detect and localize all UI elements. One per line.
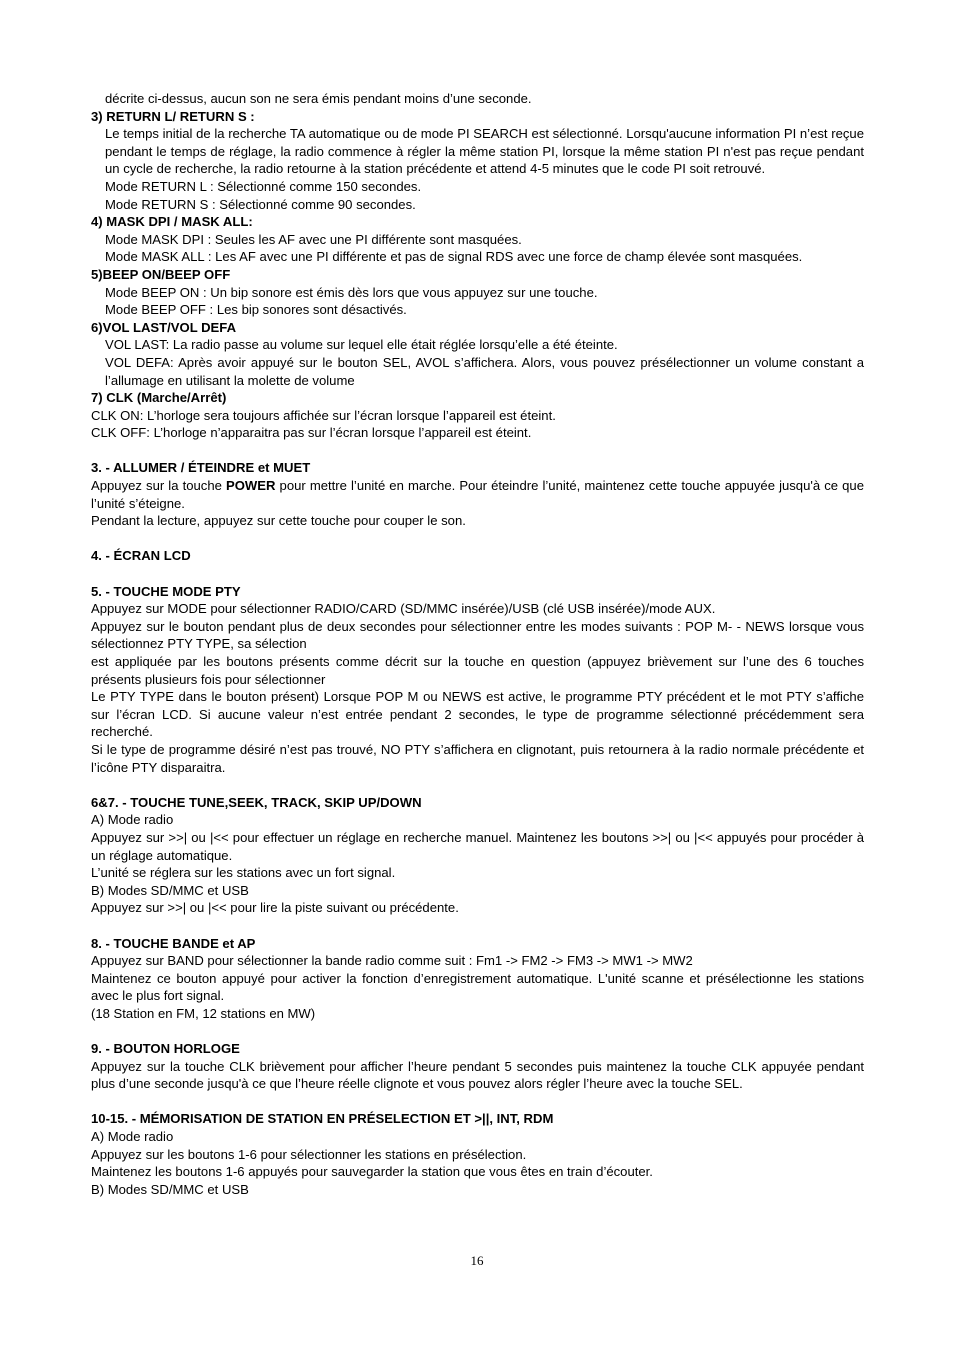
heading-return: 3) RETURN L/ RETURN S :	[91, 108, 255, 124]
paragraph: Le PTY TYPE dans le bouton présent) Lorsque POP M ou NEWS est active, le programme PTY précédent et le mot PTY s’affiche sur l’écran LCD. Si aucune valeur n’est entrée pendant 2 secondes, le type de programme sélectionné précédemment sera recherché.	[91, 689, 864, 740]
paragraph: VOL LAST: La radio passe au volume sur lequel elle était réglée lorsqu’elle a été éteinte.	[105, 337, 618, 353]
paragraph: Mode BEEP OFF : Les bip sonores sont désactivés.	[105, 302, 407, 318]
paragraph: CLK ON: L’horloge sera toujours affichée sur l’écran lorsque l’appareil est éteint.	[91, 407, 556, 423]
paragraph: Mode RETURN L : Sélectionné comme 150 secondes.	[105, 178, 422, 194]
heading-clk: 7) CLK (Marche/Arrêt)	[91, 390, 227, 406]
paragraph: Appuyez sur les boutons 1-6 pour sélectionner les stations en présélection.	[91, 1146, 527, 1162]
paragraph: B) Modes SD/MMC et USB	[91, 882, 249, 898]
heading-section-10-15: 10-15. - MÉMORISATION DE STATION EN PRÉSELECTION ET >||, INT, RDM	[91, 1111, 554, 1127]
heading-mask: 4) MASK DPI / MASK ALL:	[91, 214, 253, 230]
page-number: 16	[470, 1253, 484, 1268]
paragraph: (18 Station en FM, 12 stations en MW)	[91, 1005, 316, 1021]
paragraph: Mode RETURN S : Sélectionné comme 90 secondes.	[105, 196, 416, 212]
paragraph: Appuyez sur >>| ou |<< pour effectuer un réglage en recherche manuel. Maintenez les boutons >>| ou |<< appuyés pour procéder à un réglage automatique.	[91, 829, 864, 863]
paragraph: L’unité se réglera sur les stations avec un fort signal.	[91, 865, 396, 881]
paragraph: Appuyez sur la touche POWER pour mettre l’unité en marche. Pour éteindre l’unité, maintenez cette touche appuyée jusqu'à ce que l’unité s’éteigne.	[91, 478, 864, 511]
paragraph: Appuyez sur BAND pour sélectionner la bande radio comme suit : Fm1 -> FM2 -> FM3 -> MW1 -> MW2	[91, 953, 693, 969]
paragraph: Mode MASK DPI : Seules les AF avec une PI différente sont masquées.	[105, 231, 522, 247]
paragraph: Appuyez sur >>| ou |<< pour lire la piste suivant ou précédente.	[91, 900, 459, 916]
paragraph: Le temps initial de la recherche TA automatique ou de mode PI SEARCH est sélectionné. Lorsqu'aucune information PI n’est reçue pendant le temps de réglage, la radio commence à régler la même station PI, lorsque la même station PI n'est pas reçue pendant un cycle de recherche, la radio retourne à la station précédente et attend 4-5 minutes que le code PI soit retrouvé.	[105, 126, 864, 177]
heading-section-8: 8. - TOUCHE BANDE et AP	[91, 935, 256, 951]
paragraph: VOL DEFA: Après avoir appuyé sur le bouton SEL, AVOL s’affichera. Alors, vous pouvez présélectionner un volume constant a l’allumage en utilisant la molette de volume	[105, 354, 864, 388]
heading-beep: 5)BEEP ON/BEEP OFF	[91, 266, 231, 282]
paragraph: Mode BEEP ON : Un bip sonore est émis dès lors que vous appuyez sur une touche.	[105, 284, 598, 300]
paragraph: décrite ci-dessus, aucun son ne sera émis pendant moins d’une seconde.	[105, 91, 532, 106]
paragraph: CLK OFF: L’horloge n’apparaitra pas sur l’écran lorsque l’appareil est éteint.	[91, 425, 532, 441]
paragraph: Mode MASK ALL : Les AF avec une PI différente et pas de signal RDS avec une force de champ élevée sont masquées.	[105, 249, 803, 265]
paragraph: Pendant la lecture, appuyez sur cette touche pour couper le son.	[91, 513, 466, 529]
paragraph: est appliquée par les boutons présents comme décrit sur la touche en question (appuyez brièvement sur l’une des 6 touches présents plusieurs fois pour sélectionner	[91, 654, 864, 687]
paragraph: Si le type de programme désiré n’est pas trouvé, NO PTY s’affichera en clignotant, puis retournera à la radio normale précédente et l’icône PTY disparaitra.	[91, 741, 864, 775]
paragraph: Appuyez sur la touche CLK brièvement pour afficher l’heure pendant 5 secondes puis maintenez la touche CLK appuyée pendant plus d’une seconde jusqu'à ce que l’heure réelle clignote et vous pouvez alors régler l’heure avec la touche SEL.	[91, 1058, 864, 1092]
power-key-label: POWER	[225, 478, 276, 494]
paragraph: Maintenez les boutons 1-6 appuyés pour sauvegarder la station que vous êtes en train d’écouter.	[91, 1164, 653, 1180]
heading-section-5: 5. - TOUCHE MODE PTY	[91, 583, 241, 599]
paragraph: Appuyez sur le bouton pendant plus de deux secondes pour sélectionner entre les modes suivants : POP M- - NEWS lorsque vous sélectionnez PTY TYPE, sa sélection	[91, 618, 864, 652]
paragraph: Maintenez ce bouton appuyé pour activer la fonction d’enregistrement automatique. L'unité scanne et présélectionne les stations avec le plus fort signal.	[91, 970, 864, 1004]
heading-vol: 6)VOL LAST/VOL DEFA	[91, 319, 237, 335]
paragraph: B) Modes SD/MMC et USB	[91, 1181, 249, 1197]
heading-section-3: 3. - ALLUMER / ÉTEINDRE et MUET	[91, 460, 311, 476]
paragraph: A) Mode radio	[91, 1129, 174, 1145]
paragraph: Appuyez sur MODE pour sélectionner RADIO/CARD (SD/MMC insérée)/USB (clé USB insérée)/mode AUX.	[91, 601, 716, 617]
heading-section-6-7: 6&7. - TOUCHE TUNE,SEEK, TRACK, SKIP UP/DOWN	[91, 794, 422, 810]
heading-section-4: 4. - ÉCRAN LCD	[91, 548, 191, 564]
manual-page	[91, 90, 864, 1198]
heading-section-9: 9. - BOUTON HORLOGE	[91, 1041, 240, 1057]
paragraph: A) Mode radio	[91, 812, 174, 828]
